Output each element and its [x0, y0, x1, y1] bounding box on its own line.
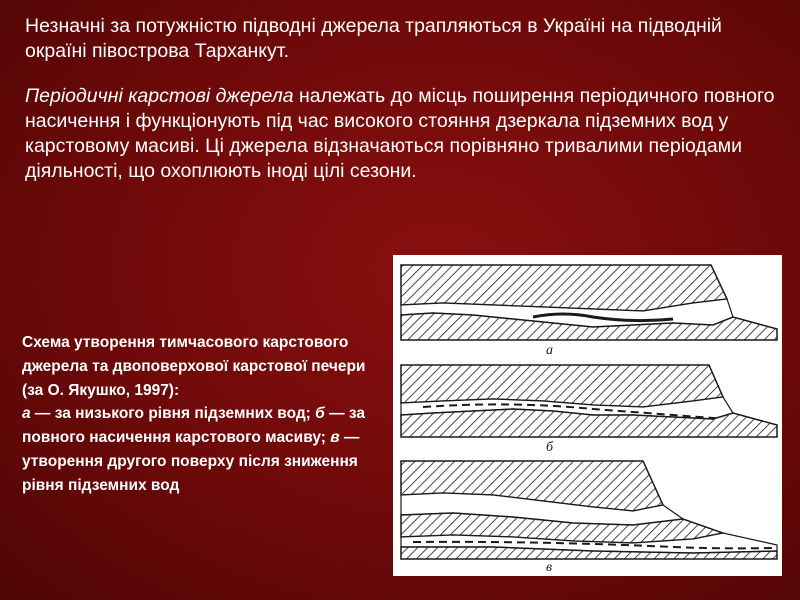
caption-item-b: — за повного насичення карстового масиву;: [22, 405, 365, 447]
caption-item-c: — утворення другого поверху після зниження рівня підземних вод: [22, 429, 360, 494]
caption-letter-a: а: [22, 405, 31, 423]
caption-item-a: — за низького рівня підземних вод;: [30, 405, 316, 423]
panel-b-label: б: [546, 440, 554, 455]
panel-a-label: а: [546, 343, 553, 358]
panel-b: [401, 365, 777, 455]
panel-c-label: в: [546, 560, 553, 575]
periodic-springs-paragraph: [25, 84, 785, 184]
karst-spring-diagram: [393, 255, 782, 576]
panel-c: [401, 461, 777, 575]
figure-caption: [22, 331, 382, 498]
caption-letter-c: в: [330, 429, 340, 447]
caption-letter-b: б: [315, 405, 325, 423]
periodic-springs-description: належать до місць поширення періодичного повного насичення і функціонують під час високого стояння дзеркала підземних вод у карстовому масиві. Ці джерела відзначаються порівняно тривалими періодами діяльності, що охоплюють іноді цілі сезони.: [25, 85, 775, 182]
panel-a: [401, 265, 777, 358]
periodic-springs-term: Періодичні карстові джерела: [25, 85, 294, 107]
intro-paragraph: Незначні за потужністю підводні джерела трапляються в Україні на підводній окраїні півострова Тарханкут.: [25, 15, 722, 62]
caption-title: Схема утворення тимчасового карстового джерела та двоповерхової карстової печери (за О. Якушко, 1997):: [22, 334, 366, 399]
